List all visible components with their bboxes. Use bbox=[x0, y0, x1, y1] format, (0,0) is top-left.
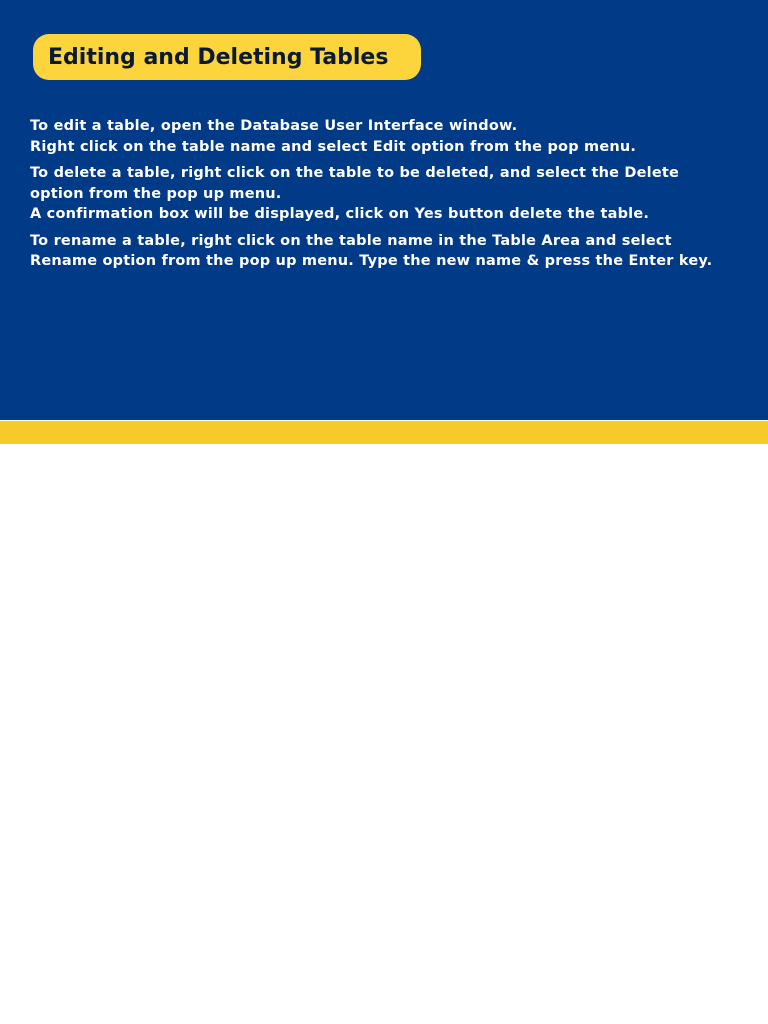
paragraph-line: A confirmation box will be displayed, click on Yes button delete the table. bbox=[30, 206, 650, 222]
paragraph-delete bbox=[30, 163, 750, 225]
paragraph-rename bbox=[30, 231, 750, 272]
paragraph-edit bbox=[30, 116, 750, 157]
title-banner bbox=[33, 34, 421, 80]
slide-body bbox=[30, 116, 750, 278]
slide-panel bbox=[0, 0, 768, 420]
paragraph-line: Rename option from the pop up menu. Type the new name & press the Enter key. bbox=[30, 253, 713, 269]
accent-stripe bbox=[0, 421, 768, 444]
slide-title: Editing and Deleting Tables bbox=[48, 44, 389, 70]
paragraph-line: To rename a table, right click on the table name in the Table Area and select bbox=[30, 232, 672, 249]
paragraph-line: Right click on the table name and select Edit option from the pop menu. bbox=[30, 138, 637, 155]
paragraph-line: option from the pop up menu. bbox=[30, 185, 282, 202]
paragraph-line: To delete a table, right click on the table to be deleted, and select the Delete bbox=[30, 165, 680, 181]
paragraph-line: To edit a table, open the Database User Interface window. bbox=[30, 118, 518, 134]
